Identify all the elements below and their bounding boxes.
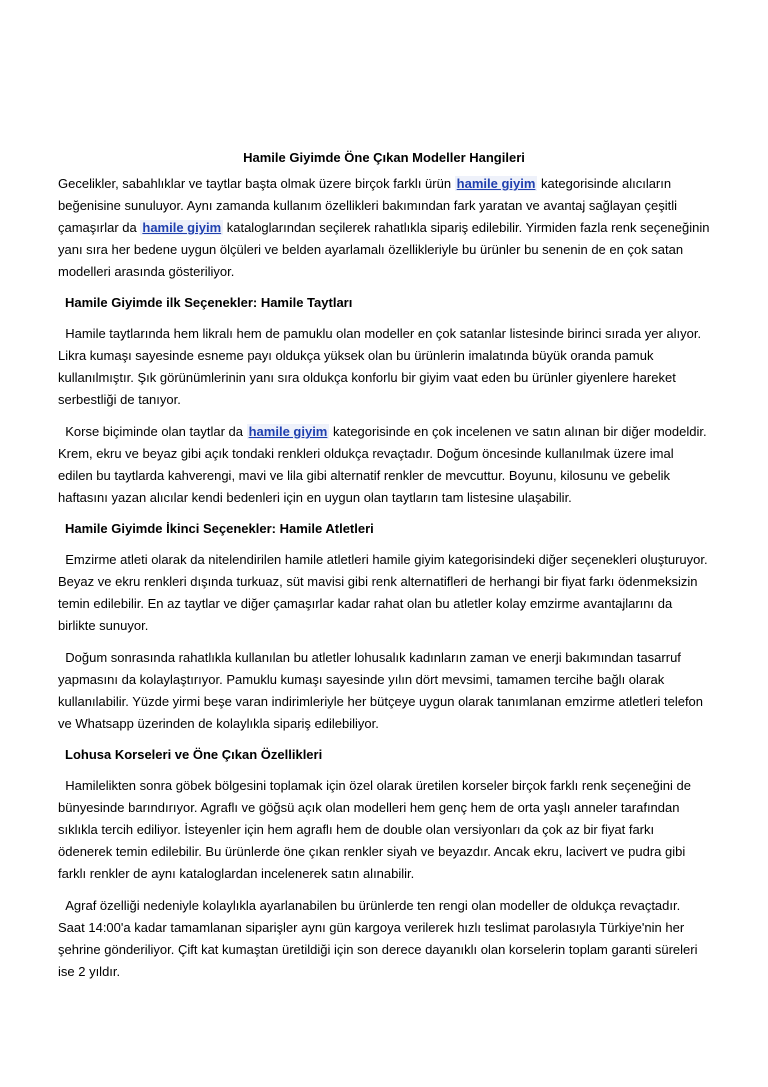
section2-paragraph-2: Doğum sonrasında rahatlıkla kullanılan bu atletler lohusalık kadınların zaman ve enerji bakımından tasarruf yapmasını da kolaylaştırıyor. Pamuklu kumaşı sayesinde yılın dört mevsimi, tamamen tercihe bağlı olarak kullanılabilir. Yüzde yirmi beşe varan indirimleriyle her bütçeye uygun olarak tanımlanan emzirme atletleri telefon ve Whatsapp üzerinden de kolaylıkla sipariş edilebiliyor. xyxy=(58,650,707,731)
section1-p2-text-1: Korse biçiminde olan taytlar da xyxy=(58,424,247,439)
section3-heading: Lohusa Korseleri ve Öne Çıkan Özellikleri xyxy=(65,747,323,762)
section1-paragraph-1: Hamile taytlarında hem likralı hem de pamuklu olan modeller en çok satanlar listesinde birinci sırada yer alıyor. Likra kumaşı sayesinde esneme payı oldukça yüksek olan bu ürünlerin imalatında büyük oranda pamuk kullanılmıştır. Şık görünümlerinin yanı sıra oldukça konforlu bir giyim vaat eden bu ürünler giyenlere hareket serbestliği de tanıyor. xyxy=(58,326,705,407)
hamile-giyim-link-3[interactable]: hamile giyim xyxy=(248,424,328,439)
section1-p2-text-2: kategorisinde en çok incelenen ve satın alınan bir diğer modeldir. Krem, ekru ve beyaz gibi açık tondaki renkleri oldukça revaçtadır. Doğum öncesinde kullanılmak üzere imal edilen bu taytlarda kahverengi, mavi ve lila gibi alternatif renkler de mevcuttur. Boyunu, kilosunu ve gebelik haftasını yazan alıcılar kendi bedenleri için en uygun olan taytların tam listesine ulaşabilir. xyxy=(58,424,711,505)
section2-heading: Hamile Giyimde İkinci Seçenekler: Hamile Atletleri xyxy=(65,521,374,536)
section3-paragraph-2: Agraf özelliği nedeniyle kolaylıkla ayarlanabilen bu ürünlerde ten rengi olan modeller de oldukça revaçtadır. Saat 14:00'a kadar tamamlanan siparişler aynı gün kargoya verilerek hızlı teslimat parolasıyla Türkiye'nin her şehrine gönderiliyor. Çift kat kumaştan üretildiği için son derece dayanıklı olan korselerin toplam garanti süreleri ise 2 yıldır. xyxy=(58,898,702,979)
section1-heading: Hamile Giyimde ilk Seçenekler: Hamile Taytları xyxy=(65,295,353,310)
section3-paragraph-1: Hamilelikten sonra göbek bölgesini toplamak için özel olarak üretilen korseler birçok farklı renk seçeneğini de bünyesinde barındırıyor. Agraflı ve göğsü açık olan modelleri hem genç hem de orta yaşlı anneler tarafından sıklıkla tercih ediliyor. İsteyenler için hem agraflı hem de double olan versiyonları da çok az bir fiyat farkı ödenerek temin edilebilir. Bu ürünlerde öne çıkan renkler siyah ve beyazdır. Ancak ekru, lacivert ve pudra gibi farklı renkler de aynı kataloglardan incelenerek satın alınabilir. xyxy=(58,778,695,881)
section2-paragraph-1: Emzirme atleti olarak da nitelendirilen hamile atletleri hamile giyim kategorisindeki diğer seçenekleri oluşturuyor. Beyaz ve ekru renkleri dışında turkuaz, süt mavisi gibi renk alternatifleri de herhangi bir fiyat farkı ödenmeksizin temin edilebilir. En az taytlar ve diğer çamaşırlar kadar rahat olan bu atletler kolay emzirme avantajlarını da birlikte sunuyor. xyxy=(58,552,712,633)
hamile-giyim-link-2[interactable]: hamile giyim xyxy=(142,220,222,235)
hamile-giyim-link-1[interactable]: hamile giyim xyxy=(456,176,536,191)
intro-text-1: Gecelikler, sabahlıklar ve taytlar başta olmak üzere birçok farklı ürün xyxy=(58,176,455,191)
intro-paragraph xyxy=(58,173,710,283)
intro-text-2: kategorisinde alıcıların beğenisine sunuluyor. Aynı zamanda kullanım özellikleri bakımından fark yaratan ve avantaj sağlayan çeşitli çamaşırlar da xyxy=(58,176,678,235)
intro-text-3: kataloglarından seçilerek rahatlıkla sipariş edilebilir. Yirmiden fazla renk seçeneğinin yanı sıra her bedene uygun ölçüleri ve belden ayarlamalı özellikleriyle bu ürünler bu senenin de en çok satan modelleri arasında gösteriliyor. xyxy=(58,220,710,279)
section1-paragraph-2 xyxy=(58,421,710,509)
document-title: Hamile Giyimde Öne Çıkan Modeller Hangileri xyxy=(243,150,525,165)
